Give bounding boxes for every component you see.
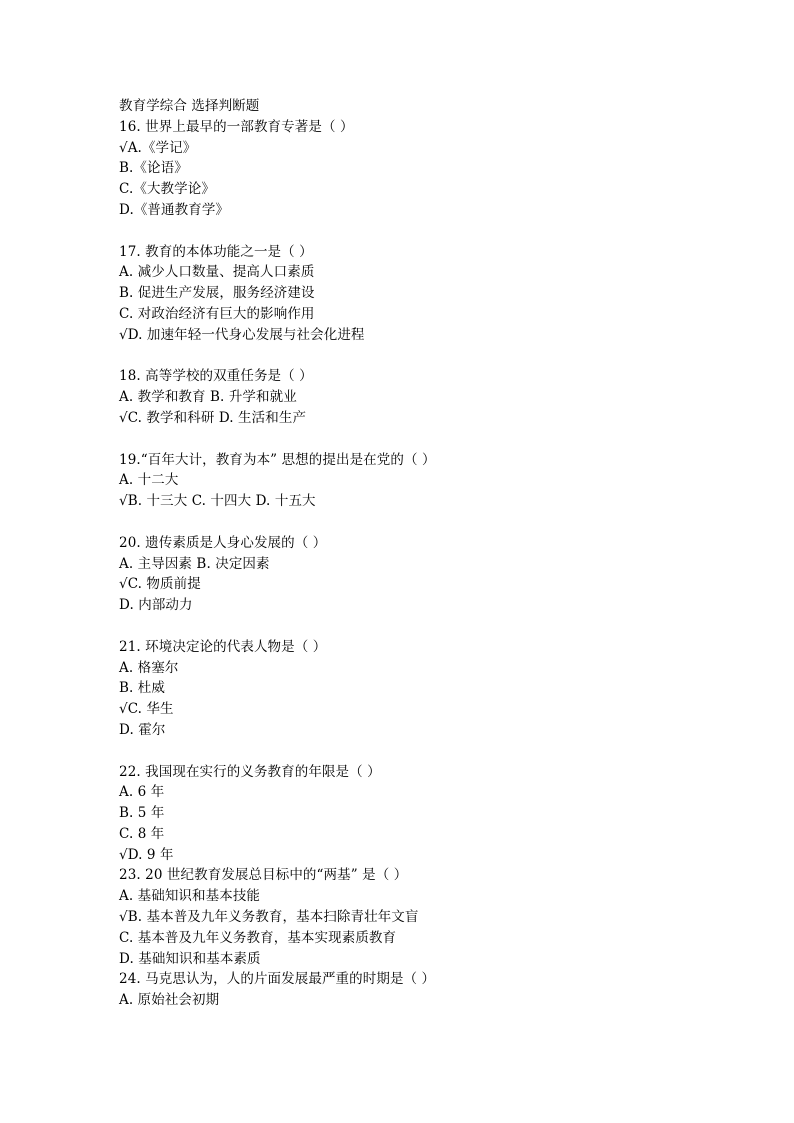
- blank-line: [119, 512, 759, 533]
- question-stem: 19.“百年大计，教育为本” 思想的提出是在党的（ ）: [119, 451, 436, 468]
- option-a: A. 基础知识和基本技能: [119, 888, 261, 905]
- option-b: B. 5 年: [119, 805, 165, 822]
- blank-line: [119, 741, 759, 762]
- option-c: C. 对政治经济有巨大的影响作用: [119, 305, 315, 322]
- document-heading: 教育学综合 选择判断题: [119, 98, 260, 114]
- option-a: A. 原始社会初期: [119, 992, 220, 1009]
- question-20: [119, 533, 759, 616]
- option-d-correct: √D. 9 年: [119, 846, 174, 863]
- question-stem: 24. 马克思认为，人的片面发展最严重的时期是（ ）: [119, 971, 436, 988]
- option-c: C.《大教学论》: [119, 181, 215, 198]
- question-stem: 22. 我国现在实行的义务教育的年限是（ ）: [119, 763, 381, 780]
- option-d: D. 基础知识和基本素质: [119, 950, 261, 967]
- option-b: B.《论语》: [119, 160, 188, 177]
- option-a: A. 格塞尔: [119, 659, 179, 676]
- question-21: [119, 637, 759, 741]
- question-24: [119, 969, 759, 1011]
- question-stem: 23. 20 世纪教育发展总目标中的“两基” 是（ ）: [119, 867, 408, 884]
- blank-line: [119, 221, 759, 242]
- option-d: D.《普通教育学》: [119, 201, 230, 218]
- question-stem: 20. 遗传素质是人身心发展的（ ）: [119, 534, 327, 551]
- option-bcd-correct: √B. 十三大 C. 十四大 D. 十五大: [119, 493, 316, 510]
- option-d-correct: √D. 加速年轻一代身心发展与社会化进程: [119, 326, 365, 343]
- option-cd-correct: √C. 教学和科研 D. 生活和生产: [119, 409, 307, 426]
- option-c: C. 8 年: [119, 825, 165, 842]
- option-b: B. 促进生产发展，服务经济建设: [119, 285, 315, 302]
- document-page: [119, 96, 759, 1011]
- blank-line: [119, 616, 759, 637]
- question-17: [119, 242, 759, 346]
- option-ab: A. 教学和教育 B. 升学和就业: [119, 389, 297, 406]
- question-stem: 18. 高等学校的双重任务是（ ）: [119, 368, 313, 385]
- option-a: A. 十二大: [119, 472, 179, 489]
- option-d: D. 霍尔: [119, 721, 166, 738]
- question-23: [119, 865, 759, 969]
- question-stem: 21. 环境决定论的代表人物是（ ）: [119, 638, 327, 655]
- question-16: [119, 117, 759, 221]
- question-18: [119, 366, 759, 428]
- blank-line: [119, 429, 759, 450]
- question-19: [119, 450, 759, 512]
- blank-line: [119, 346, 759, 367]
- option-ab: A. 主导因素 B. 决定因素: [119, 555, 270, 572]
- option-a-correct: √A.《学记》: [119, 139, 197, 156]
- option-a: A. 减少人口数量、提高人口素质: [119, 264, 315, 281]
- option-b-correct: √B. 基本普及九年义务教育，基本扫除青壮年文盲: [119, 909, 419, 926]
- option-d: D. 内部动力: [119, 597, 193, 614]
- question-22: [119, 762, 759, 866]
- option-c-correct: √C. 华生: [119, 701, 174, 718]
- option-c-correct: √C. 物质前提: [119, 576, 201, 593]
- question-stem: 17. 教育的本体功能之一是（ ）: [119, 243, 313, 260]
- question-stem: 16. 世界上最早的一部教育专著是（ ）: [119, 118, 354, 135]
- option-a: A. 6 年: [119, 784, 165, 801]
- option-b: B. 杜威: [119, 680, 166, 697]
- option-c: C. 基本普及九年义务教育，基本实现素质教育: [119, 929, 397, 946]
